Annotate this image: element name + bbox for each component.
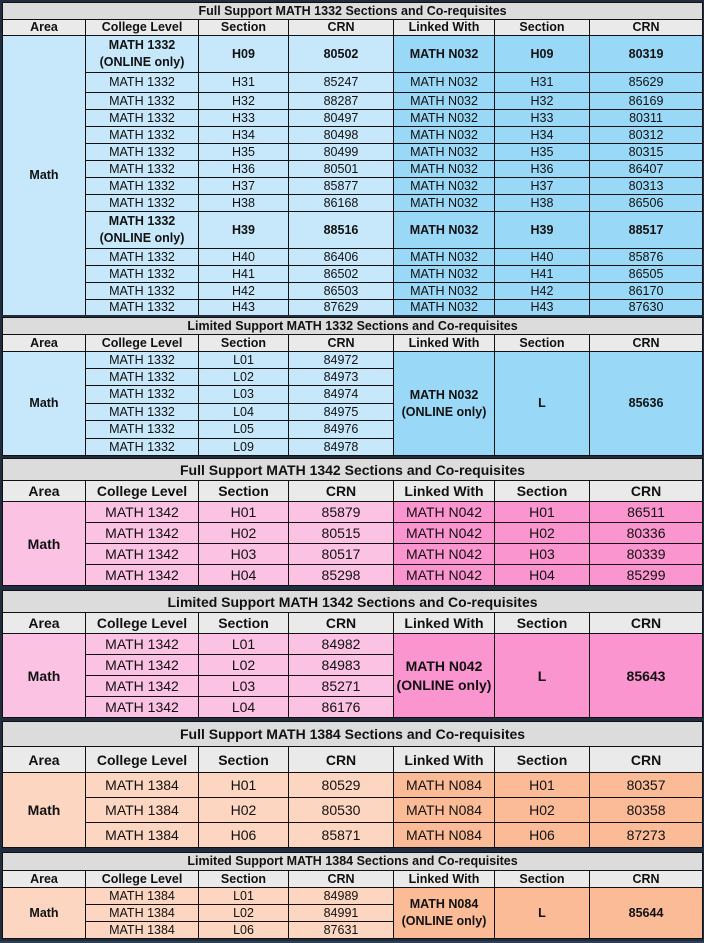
linked-section-cell: H37 (495, 178, 590, 195)
linked-section-cell: H01 (495, 773, 590, 798)
header-linked-section: Section (495, 20, 590, 36)
crn-cell: 84976 (289, 421, 394, 439)
section-cell: L04 (199, 404, 289, 421)
section-cell: H01 (199, 502, 289, 523)
linked-section-cell: H42 (495, 283, 590, 300)
linked-crn-cell: 80358 (590, 798, 703, 823)
linked-course-cell: MATH N042 (394, 544, 495, 565)
course-cell: MATH 1332 (ONLINE only) (86, 212, 199, 249)
crn-cell: 80501 (289, 161, 394, 178)
header-linked-crn: CRN (590, 871, 703, 888)
header-college-level: College Level (86, 747, 199, 773)
section-cell: L06 (199, 922, 289, 939)
linked-crn-cell: 86169 (590, 93, 703, 110)
course-cell: MATH 1332 (86, 195, 199, 212)
linked-course-cell: MATH N032 (394, 212, 495, 249)
header-crn: CRN (289, 20, 394, 36)
section-cell: L02 (199, 655, 289, 676)
section-cell: H34 (199, 127, 289, 144)
linked-section-cell: H38 (495, 195, 590, 212)
header-area: Area (3, 871, 86, 888)
header-crn: CRN (289, 747, 394, 773)
crn-cell: 85298 (289, 565, 394, 586)
linked-section-cell: H36 (495, 161, 590, 178)
linked-section-cell: L (495, 352, 590, 456)
table-row (3, 36, 703, 73)
table-row (3, 195, 703, 212)
header-section: Section (199, 871, 289, 888)
linked-crn-cell: 86170 (590, 283, 703, 300)
table-row (3, 823, 703, 848)
section-cell: H04 (199, 565, 289, 586)
linked-crn-cell: 86505 (590, 266, 703, 283)
section-cell: L01 (199, 888, 289, 905)
crn-cell: 85871 (289, 823, 394, 848)
section-cell: L02 (199, 369, 289, 386)
crn-cell: 86502 (289, 266, 394, 283)
section-cell: H39 (199, 212, 289, 249)
course-cell: MATH 1332 (86, 249, 199, 266)
linked-crn-cell: 85643 (590, 634, 703, 718)
crn-cell: 85271 (289, 676, 394, 697)
course-cell: MATH 1332 (86, 127, 199, 144)
linked-section-cell: H01 (495, 502, 590, 523)
linked-section-cell: H39 (495, 212, 590, 249)
header-linked-section: Section (495, 871, 590, 888)
section-cell: H09 (199, 36, 289, 73)
course-cell: MATH 1332 (86, 421, 199, 439)
linked-crn-cell: 80339 (590, 544, 703, 565)
header-crn: CRN (289, 481, 394, 502)
header-linked-section: Section (495, 481, 590, 502)
crn-cell: 84983 (289, 655, 394, 676)
header-crn: CRN (289, 871, 394, 888)
header-linked-with: Linked With (394, 20, 495, 36)
linked-section-cell: H09 (495, 36, 590, 73)
linked-crn-cell: 85876 (590, 249, 703, 266)
section-cell: L09 (199, 439, 289, 456)
header-linked-with: Linked With (394, 335, 495, 352)
section-cell: H38 (199, 195, 289, 212)
crn-cell: 84975 (289, 404, 394, 421)
section-cell: L01 (199, 634, 289, 655)
header-college-level: College Level (86, 613, 199, 634)
section-cell: H31 (199, 73, 289, 93)
course-cell: MATH 1342 (86, 634, 199, 655)
linked-course-cell: MATH N032 (394, 195, 495, 212)
table-row (3, 249, 703, 266)
linked-course-cell: MATH N084 (394, 823, 495, 848)
table-full-support-math-1342 (0, 456, 704, 588)
table-row (3, 502, 703, 523)
crn-cell: 88287 (289, 93, 394, 110)
crn-cell: 87629 (289, 300, 394, 316)
linked-course-cell: MATH N032 (394, 283, 495, 300)
table-row (3, 634, 703, 655)
linked-section-cell: H40 (495, 249, 590, 266)
linked-course-cell: MATH N032 (394, 144, 495, 161)
header-linked-with: Linked With (394, 871, 495, 888)
linked-section-cell: H35 (495, 144, 590, 161)
linked-crn-cell: 80312 (590, 127, 703, 144)
crn-cell: 84978 (289, 439, 394, 456)
header-linked-with: Linked With (394, 613, 495, 634)
crn-cell: 86406 (289, 249, 394, 266)
header-college-level: College Level (86, 335, 199, 352)
area-cell: Math (3, 36, 86, 316)
linked-course-cell: MATH N084 (ONLINE only) (394, 888, 495, 939)
course-cell: MATH 1332 (86, 161, 199, 178)
section-cell: H36 (199, 161, 289, 178)
linked-section-cell: H41 (495, 266, 590, 283)
linked-crn-cell: 80336 (590, 523, 703, 544)
table-row (3, 127, 703, 144)
header-area: Area (3, 481, 86, 502)
course-cell: MATH 1332 (86, 178, 199, 195)
linked-course-cell: MATH N042 (394, 523, 495, 544)
linked-course-cell: MATH N032 (394, 73, 495, 93)
table-full-support-math-1332 (0, 0, 704, 318)
course-cell: MATH 1332 (86, 93, 199, 110)
header-section: Section (199, 613, 289, 634)
table-row (3, 212, 703, 249)
course-cell: MATH 1332 (ONLINE only) (86, 36, 199, 73)
header-section: Section (199, 481, 289, 502)
course-cell: MATH 1332 (86, 283, 199, 300)
crn-cell: 85247 (289, 73, 394, 93)
course-cell: MATH 1332 (86, 300, 199, 316)
table-title: Limited Support MATH 1342 Sections and Co-requisites (3, 591, 703, 613)
section-cell: H42 (199, 283, 289, 300)
linked-crn-cell: 85299 (590, 565, 703, 586)
crn-cell: 87631 (289, 922, 394, 939)
linked-section-cell: H31 (495, 73, 590, 93)
crn-cell: 80530 (289, 798, 394, 823)
linked-course-cell: MATH N032 (394, 161, 495, 178)
table-row (3, 773, 703, 798)
course-cell: MATH 1342 (86, 697, 199, 718)
linked-section-cell: H03 (495, 544, 590, 565)
table-row (3, 161, 703, 178)
linked-section-cell: H02 (495, 798, 590, 823)
course-cell: MATH 1332 (86, 439, 199, 456)
table-row (3, 798, 703, 823)
linked-crn-cell: 86506 (590, 195, 703, 212)
table-row (3, 565, 703, 586)
table-row (3, 300, 703, 316)
crn-cell: 86176 (289, 697, 394, 718)
course-cell: MATH 1342 (86, 655, 199, 676)
table-title: Full Support MATH 1332 Sections and Co-requisites (3, 3, 703, 20)
header-area: Area (3, 335, 86, 352)
section-cell: H43 (199, 300, 289, 316)
crn-cell: 85877 (289, 178, 394, 195)
linked-section-cell: H32 (495, 93, 590, 110)
crn-cell: 80515 (289, 523, 394, 544)
section-cell: H35 (199, 144, 289, 161)
header-linked-with: Linked With (394, 481, 495, 502)
course-cell: MATH 1332 (86, 369, 199, 386)
crn-cell: 84989 (289, 888, 394, 905)
course-cell: MATH 1342 (86, 565, 199, 586)
linked-crn-cell: 80357 (590, 773, 703, 798)
course-cell: MATH 1332 (86, 73, 199, 93)
table-limited-support-math-1342 (0, 588, 704, 720)
course-cell: MATH 1332 (86, 404, 199, 421)
section-cell: H01 (199, 773, 289, 798)
table-row (3, 266, 703, 283)
linked-course-cell: MATH N032 (ONLINE only) (394, 352, 495, 456)
linked-crn-cell: 87630 (590, 300, 703, 316)
header-linked-crn: CRN (590, 481, 703, 502)
header-area: Area (3, 20, 86, 36)
section-cell: L03 (199, 386, 289, 404)
header-linked-crn: CRN (590, 747, 703, 773)
linked-course-cell: MATH N042 (ONLINE only) (394, 634, 495, 718)
linked-section-cell: H33 (495, 110, 590, 127)
linked-section-cell: H02 (495, 523, 590, 544)
course-cell: MATH 1384 (86, 905, 199, 922)
header-section: Section (199, 747, 289, 773)
crn-cell: 84972 (289, 352, 394, 369)
table-row (3, 523, 703, 544)
header-linked-crn: CRN (590, 335, 703, 352)
linked-section-cell: H06 (495, 823, 590, 848)
crn-cell: 80497 (289, 110, 394, 127)
crn-cell: 84982 (289, 634, 394, 655)
section-cell: H37 (199, 178, 289, 195)
table-limited-support-math-1384 (0, 850, 704, 941)
table-row (3, 888, 703, 905)
table-row (3, 352, 703, 369)
section-cell: H41 (199, 266, 289, 283)
header-linked-section: Section (495, 613, 590, 634)
crn-cell: 84974 (289, 386, 394, 404)
linked-crn-cell: 85636 (590, 352, 703, 456)
linked-section-cell: L (495, 888, 590, 939)
course-cell: MATH 1342 (86, 544, 199, 565)
table-row (3, 283, 703, 300)
course-cell: MATH 1332 (86, 266, 199, 283)
linked-course-cell: MATH N032 (394, 178, 495, 195)
linked-crn-cell: 80313 (590, 178, 703, 195)
linked-section-cell: L (495, 634, 590, 718)
linked-crn-cell: 80311 (590, 110, 703, 127)
table-row (3, 178, 703, 195)
area-cell: Math (3, 773, 86, 848)
header-section: Section (199, 335, 289, 352)
header-linked-section: Section (495, 335, 590, 352)
crn-cell: 80529 (289, 773, 394, 798)
linked-course-cell: MATH N084 (394, 773, 495, 798)
table-row (3, 110, 703, 127)
section-cell: L02 (199, 905, 289, 922)
linked-crn-cell: 86407 (590, 161, 703, 178)
header-college-level: College Level (86, 871, 199, 888)
section-cell: H06 (199, 823, 289, 848)
linked-crn-cell: 80315 (590, 144, 703, 161)
linked-section-cell: H04 (495, 565, 590, 586)
linked-crn-cell: 86511 (590, 502, 703, 523)
course-cell: MATH 1342 (86, 676, 199, 697)
header-section: Section (199, 20, 289, 36)
crn-cell: 85879 (289, 502, 394, 523)
course-cell: MATH 1384 (86, 773, 199, 798)
course-cell: MATH 1332 (86, 110, 199, 127)
table-row (3, 73, 703, 93)
crn-cell: 84991 (289, 905, 394, 922)
section-cell: H02 (199, 798, 289, 823)
table-title: Limited Support MATH 1332 Sections and Co-requisites (3, 318, 703, 335)
header-crn: CRN (289, 613, 394, 634)
linked-crn-cell: 87273 (590, 823, 703, 848)
table-title: Full Support MATH 1384 Sections and Co-requisites (3, 722, 703, 747)
course-cell: MATH 1332 (86, 386, 199, 404)
course-cell: MATH 1342 (86, 502, 199, 523)
area-cell: Math (3, 888, 86, 939)
linked-course-cell: MATH N032 (394, 300, 495, 316)
section-cell: H02 (199, 523, 289, 544)
table-title: Full Support MATH 1342 Sections and Co-requisites (3, 459, 703, 481)
crn-cell: 84973 (289, 369, 394, 386)
crn-cell: 88516 (289, 212, 394, 249)
linked-crn-cell: 88517 (590, 212, 703, 249)
linked-crn-cell: 80319 (590, 36, 703, 73)
section-cell: L05 (199, 421, 289, 439)
linked-course-cell: MATH N032 (394, 110, 495, 127)
header-crn: CRN (289, 335, 394, 352)
table-limited-support-math-1332 (0, 315, 704, 458)
course-cell: MATH 1384 (86, 888, 199, 905)
linked-course-cell: MATH N032 (394, 127, 495, 144)
linked-course-cell: MATH N032 (394, 249, 495, 266)
course-cell: MATH 1384 (86, 922, 199, 939)
table-row (3, 544, 703, 565)
crn-cell: 80517 (289, 544, 394, 565)
crn-cell: 86503 (289, 283, 394, 300)
section-cell: L01 (199, 352, 289, 369)
linked-course-cell: MATH N042 (394, 502, 495, 523)
course-cell: MATH 1384 (86, 823, 199, 848)
linked-section-cell: H43 (495, 300, 590, 316)
section-cell: H40 (199, 249, 289, 266)
linked-crn-cell: 85644 (590, 888, 703, 939)
linked-course-cell: MATH N084 (394, 798, 495, 823)
section-cell: H03 (199, 544, 289, 565)
linked-course-cell: MATH N032 (394, 36, 495, 73)
header-area: Area (3, 613, 86, 634)
table-row (3, 144, 703, 161)
section-cell: L03 (199, 676, 289, 697)
section-cell: H32 (199, 93, 289, 110)
course-cell: MATH 1342 (86, 523, 199, 544)
table-row (3, 93, 703, 110)
header-linked-with: Linked With (394, 747, 495, 773)
crn-cell: 80498 (289, 127, 394, 144)
linked-crn-cell: 85629 (590, 73, 703, 93)
section-cell: L04 (199, 697, 289, 718)
table-full-support-math-1384 (0, 719, 704, 850)
crn-cell: 80502 (289, 36, 394, 73)
header-linked-crn: CRN (590, 20, 703, 36)
linked-course-cell: MATH N042 (394, 565, 495, 586)
linked-section-cell: H34 (495, 127, 590, 144)
area-cell: Math (3, 352, 86, 456)
header-college-level: College Level (86, 481, 199, 502)
header-area: Area (3, 747, 86, 773)
linked-course-cell: MATH N032 (394, 266, 495, 283)
area-cell: Math (3, 634, 86, 718)
table-title: Limited Support MATH 1384 Sections and Co-requisites (3, 853, 703, 871)
course-cell: MATH 1332 (86, 144, 199, 161)
course-cell: MATH 1384 (86, 798, 199, 823)
header-linked-crn: CRN (590, 613, 703, 634)
area-cell: Math (3, 502, 86, 586)
header-linked-section: Section (495, 747, 590, 773)
crn-cell: 80499 (289, 144, 394, 161)
section-cell: H33 (199, 110, 289, 127)
crn-cell: 86168 (289, 195, 394, 212)
header-college-level: College Level (86, 20, 199, 36)
linked-course-cell: MATH N032 (394, 93, 495, 110)
course-cell: MATH 1332 (86, 352, 199, 369)
